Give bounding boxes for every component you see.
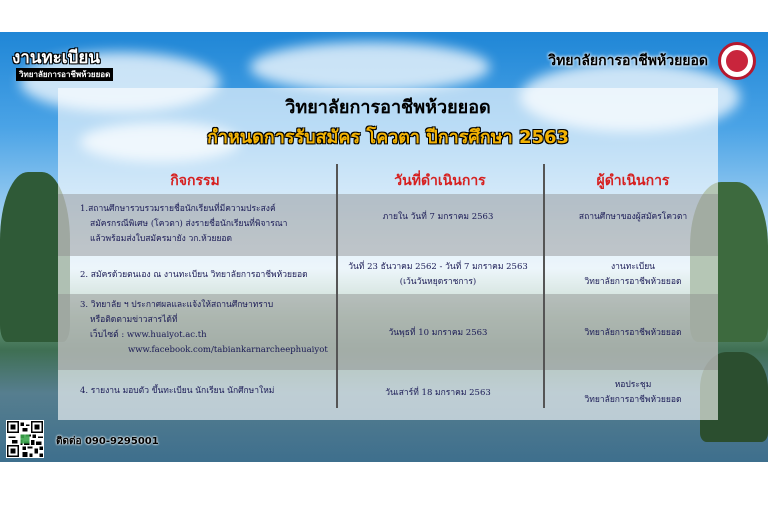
activity-cell: 4. รายงาน มอบตัว ขึ้นทะเบียน นักเรียน นักศึกษาใหม่: [80, 386, 275, 396]
date-cell: วันที่ 23 ธันวาคม 2562 - วันที่ 7 มกราคม 2563 (เว้นวันหยุดราชการ): [348, 262, 528, 287]
activity-cell: 1.สถานศึกษารวบรวมรายชื่อนักเรียนที่มีความประสงค์ สมัครกรณีพิเศษ (โควตา) ส่งรายชื่อนักเรียนที่พิจารณา แล้วพร้อมส่งใบสมัครมายัง วก.ห้วยยอด: [80, 204, 288, 244]
activity-cell: 2. สมัครด้วยตนเอง ณ งานทะเบียน วิทยาลัยการอาชีพห้วยยอด: [80, 270, 308, 280]
date-cell: วันเสาร์ที่ 18 มกราคม 2563: [385, 388, 491, 398]
activity-cell: 3. วิทยาลัย ฯ ประกาศผลและแจ้งให้สถานศึกษาทราบ หรือติดตามข่าวสารได้ที่ เว็บไซต์ : www.huaiyot.ac.th www.facebook.com/tabiankarnarcheephuaiyot: [80, 298, 328, 358]
table-row: [58, 256, 718, 294]
contact-phone: ติดต่อ 090-9295001: [56, 436, 159, 447]
column-header-activity: กิจกรรม: [170, 173, 220, 189]
website-link[interactable]: เว็บไซต์ : www.huaiyot.ac.th: [90, 330, 207, 340]
column-header-responsible: ผู้ดำเนินการ: [596, 173, 670, 189]
table-row: [58, 294, 718, 370]
date-cell: วันพุธที่ 10 มกราคม 2563: [388, 328, 488, 338]
facebook-link[interactable]: www.facebook.com/tabiankarnarcheephuaiyot: [128, 345, 328, 355]
responsible-cell: หอประชุม วิทยาลัยการอาชีพห้วยยอด: [584, 380, 682, 405]
college-seal-icon: [718, 42, 756, 80]
table-row: [58, 194, 718, 256]
column-divider: [543, 164, 545, 408]
responsible-cell: งานทะเบียน วิทยาลัยการอาชีพห้วยยอด: [584, 262, 682, 287]
registration-office-logo: งานทะเบียน: [12, 48, 100, 68]
responsible-cell: สถานศึกษาของผู้สมัครโควตา: [578, 212, 688, 222]
date-cell: ภายใน วันที่ 7 มกราคม 2563: [382, 212, 494, 222]
registration-office-subtitle: วิทยาลัยการอาชีพห้วยยอด: [16, 68, 113, 81]
table-row: [58, 370, 718, 408]
column-header-date: วันที่ดำเนินการ: [394, 173, 486, 189]
qr-code-icon[interactable]: [6, 420, 44, 458]
responsible-cell: วิทยาลัยการอาชีพห้วยยอด: [584, 328, 682, 338]
column-divider: [336, 164, 338, 408]
page-subtitle: กำหนดการรับสมัคร โควตา ปีการศึกษา 2563: [206, 127, 570, 148]
college-name: วิทยาลัยการอาชีพห้วยยอด: [548, 53, 708, 69]
page-title: วิทยาลัยการอาชีพห้วยยอด: [285, 97, 491, 118]
